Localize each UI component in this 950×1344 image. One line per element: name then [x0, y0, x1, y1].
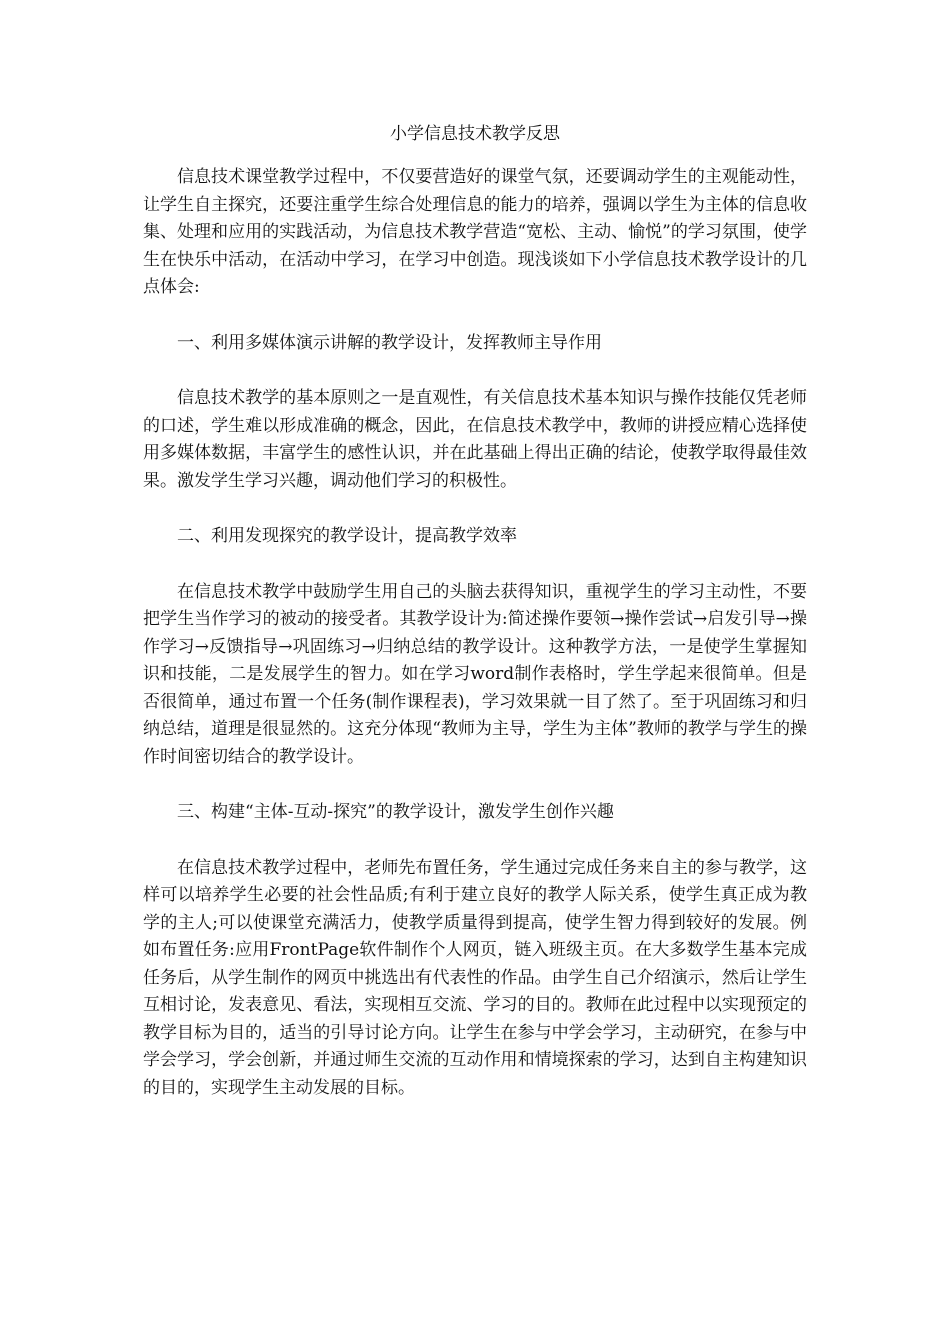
section-1-heading: 一、利用多媒体演示讲解的教学设计，发挥教师主导作用 — [177, 332, 602, 353]
section-1-body: 信息技术教学的基本原则之一是直观性，有关信息技术基本知识与操作技能仅凭老师的口述，学生难以形成准确的概念，因此，在信息技术教学中，教师的讲授应精心选择使用多媒体数据，丰富学生的感性认识，并在此基础上得出正确的结论，使教学取得最佳效果。激发学生学习兴趣，调动他们学习的积极性。 — [143, 388, 807, 491]
section-2-heading: 二、利用发现探究的教学设计，提高教学效率 — [177, 526, 517, 546]
section-2-body: 在信息技术教学中鼓励学生用自己的头脑去获得知识，重视学生的学习主动性，不要把学生当作学习的被动的接受者。其教学设计为:简述操作要领→操作尝试→启发引导→操作学习→反馈指导→巩固练习→归纳总结的教学设计。这种教学方法，一是使学生掌握知识和技能，二是发展学生的智力。如在学习word制作表格时，学生学起来很简单。但是否很简单，通过布置一个任务(制作课程表)，学习效果就一目了然了。至于巩固练习和归纳总结，道理是很显然的。这充分体现“教师为主导，学生为主体”教师的教学与学生的操作时间密切结合的教学设计。 — [143, 581, 807, 767]
intro-paragraph: 信息技术课堂教学过程中，不仅要营造好的课堂气氛，还要调动学生的主观能动性，让学生自主探究，还要注重学生综合处理信息的能力的培养，强调以学生为主体的信息收集、处理和应用的实践活动，为信息技术教学营造“宽松、主动、愉悦”的学习氛围，使学生在快乐中活动，在活动中学习，在学习中创造。现浅谈如下小学信息技术教学设计的几点体会: — [143, 167, 807, 297]
section-3-heading: 三、构建“主体-互动-探究”的教学设计，激发学生创作兴趣 — [177, 802, 614, 822]
section-3-body: 在信息技术教学过程中，老师先布置任务，学生通过完成任务来自主的参与教学，这样可以培养学生必要的社会性品质;有利于建立良好的教学人际关系，使学生真正成为教学的主人;可以使课堂充满活力，使教学质量得到提高，使学生智力得到较好的发展。例如布置任务:应用FrontPage软件制作个人网页，链入班级主页。在大多数学生基本完成任务后，从学生制作的网页中挑选出有代表性的作品。由学生自己介绍演示，然后让学生互相讨论，发表意见、看法，实现相互交流、学习的目的。教师在此过程中以实现预定的教学目标为目的，适当的引导讨论方向。让学生在参与中学会学习，主动研究，在参与中学会学习，学会创新，并通过师生交流的互动作用和情境探索的学习，达到自主构建知识的目的，实现学生主动发展的目标。 — [143, 857, 807, 1098]
document-title: 小学信息技术教学反思 — [390, 124, 560, 144]
document-body — [143, 120, 807, 1130]
